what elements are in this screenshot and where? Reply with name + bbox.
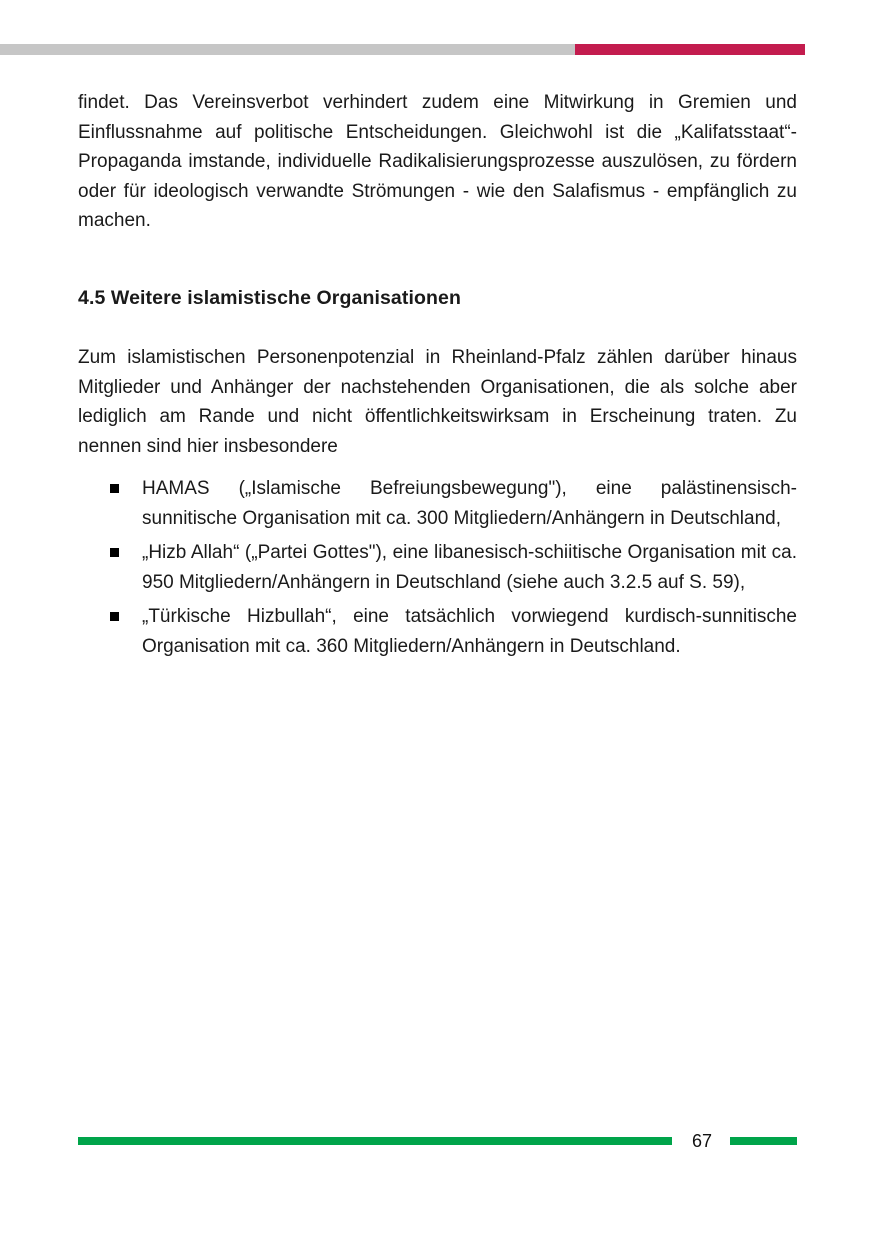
bullet-square-icon xyxy=(110,474,142,493)
list-item xyxy=(110,538,797,597)
list-item-text: „Türkische Hizbullah“, eine tatsächlich vorwiegend kurdisch-sunnitische Organisation mit ca. 360 Mitgliedern/Anhängern in Deutschland. xyxy=(142,606,797,657)
paragraph-intro: findet. Das Vereinsverbot verhindert zudem eine Mitwirkung in Gremien und Einflussnahme auf politische Entscheidungen. Gleichwohl ist die „Kalifatsstaat“-Propaganda imstande, individuelle Radikalisierungsprozesse auszulösen, zu fördern oder für ideologisch verwandte Strömungen - wie den Salafismus - empfänglich zu machen. xyxy=(78,92,797,231)
document-body xyxy=(78,88,797,666)
bullet-square-icon xyxy=(110,538,142,557)
page-footer xyxy=(78,1128,797,1154)
bullet-list xyxy=(78,474,797,661)
footer-rule-left xyxy=(78,1137,672,1145)
bullet-square-icon xyxy=(110,602,142,621)
top-bar-gray xyxy=(0,44,575,55)
list-item-text: HAMAS („Islamische Befreiungsbewegung"), eine palästinensisch-sunnitische Organisation mit ca. 300 Mitgliedern/Anhängern in Deutschland, xyxy=(142,478,797,529)
top-decoration xyxy=(0,44,875,55)
page-number: 67 xyxy=(691,1131,712,1151)
top-bar-red xyxy=(575,44,805,55)
paragraph-lead: Zum islamistischen Personenpotenzial in Rheinland-Pfalz zählen darüber hinaus Mitglieder und Anhänger der nachstehenden Organisationen, die als solche aber lediglich am Rande und nicht öffentlichkeitswirksam in Erscheinung traten. Zu nennen sind hier insbesondere xyxy=(78,347,797,457)
list-item-text: „Hizb Allah“ („Partei Gottes"), eine libanesisch-schiitische Organisation mit ca. 950 Mitgliedern/Anhängern in Deutschland (siehe auch 3.2.5 auf S. 59), xyxy=(142,542,797,593)
footer-rule-right xyxy=(730,1137,797,1145)
list-item xyxy=(110,602,797,661)
section-heading: 4.5 Weitere islamistische Organisationen xyxy=(78,286,461,309)
list-item xyxy=(110,474,797,533)
